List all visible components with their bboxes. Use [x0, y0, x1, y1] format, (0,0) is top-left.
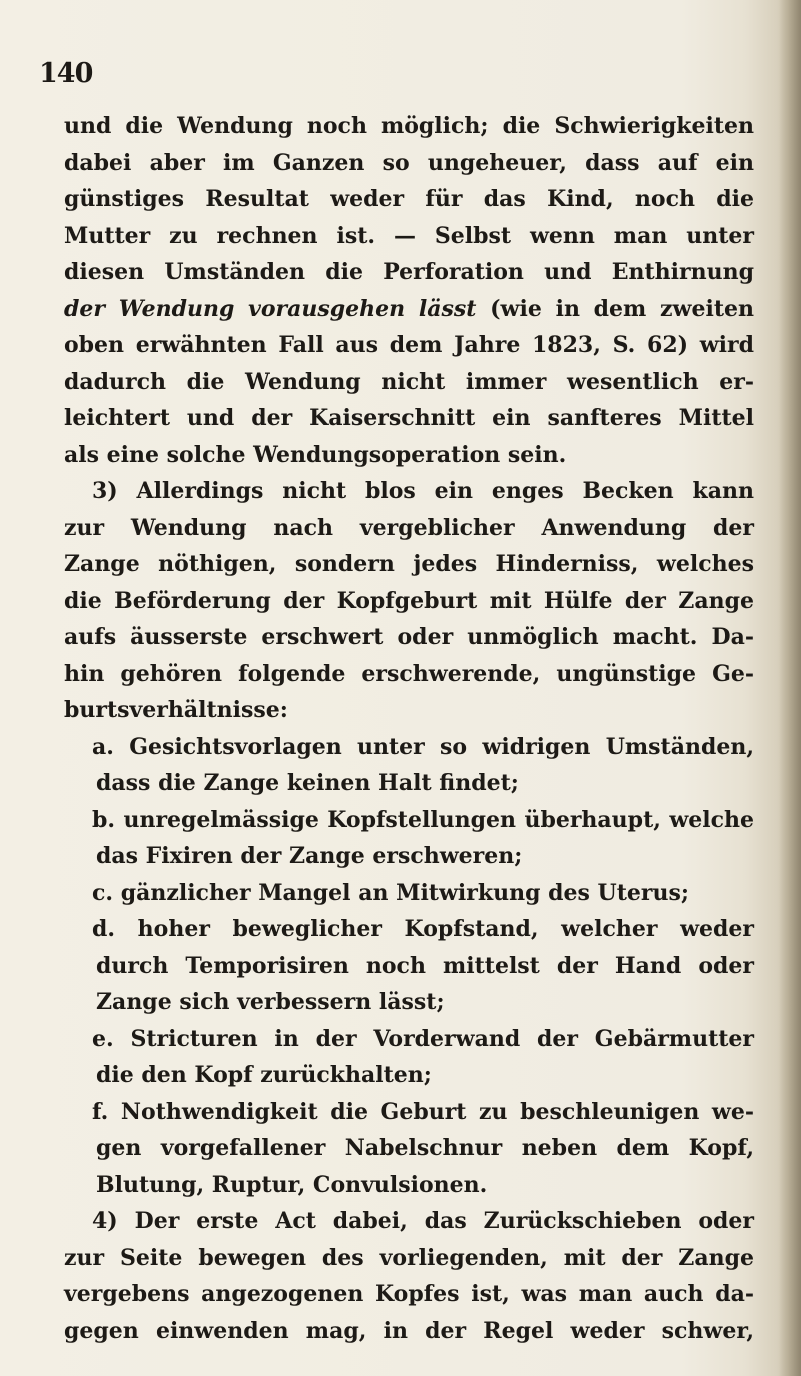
text-line: gegen einwenden mag, in der Regel weder schwer,: [64, 1317, 754, 1344]
text-line: c. gänzlicher Mangel an Mitwirkung des Uterus;: [92, 879, 689, 906]
text-line: die den Kopf zurückhalten;: [96, 1062, 432, 1088]
text-line: Mutter zu rechnen ist. — Selbst wenn man unter: [64, 222, 754, 249]
text-line: Blutung, Ruptur, Convulsionen.: [96, 1171, 488, 1198]
text-line: f. Nothwendigkeit die Geburt zu beschleunigen we-: [92, 1098, 754, 1125]
italic-phrase: der Wendung vorausgehen lässt: [64, 295, 477, 322]
text-line: Zange sich verbessern lässt;: [96, 989, 445, 1015]
page-binding-edge: [779, 0, 801, 1376]
text-line: das Fixiren der Zange erschweren;: [96, 843, 523, 869]
text-line: a. Gesichtsvorlagen unter so widrigen Umständen,: [92, 733, 754, 760]
text-line: aufs äusserste erschwert oder unmöglich macht. Da-: [64, 624, 754, 650]
text-line: leichtert und der Kaiserschnitt ein sanfteres Mittel: [64, 405, 754, 431]
text-line: burtsverhältnisse:: [64, 697, 288, 723]
text-line: b. unregelmässige Kopfstellungen überhaupt, welche: [92, 806, 754, 833]
text-line: 3) Allerdings nicht blos ein enges Becken kann: [92, 478, 754, 504]
text-line: gen vorgefallener Nabelschnur neben dem Kopf,: [96, 1135, 754, 1161]
text-line: zur Seite bewegen des vorliegenden, mit der Zange: [64, 1244, 754, 1271]
text-line: zur Wendung nach vergeblicher Anwendung der: [64, 514, 754, 541]
text-line: vergebens angezogenen Kopfes ist, was man auch da-: [64, 1281, 754, 1307]
page-number: 140: [39, 58, 93, 89]
text-line: d. hoher beweglicher Kopfstand, welcher weder: [92, 916, 754, 942]
text-line: dass die Zange keinen Halt findet;: [96, 770, 519, 796]
text-line: dabei aber im Ganzen so ungeheuer, dass auf ein: [64, 149, 754, 176]
text-line: dadurch die Wendung nicht immer wesentlich er-: [64, 368, 754, 395]
text-line: und die Wendung noch möglich; die Schwierigkeiten: [64, 113, 754, 139]
text-line: hin gehören folgende erschwerende, ungünstige Ge-: [64, 660, 754, 687]
text-line: als eine solche Wendungsoperation sein.: [64, 441, 567, 468]
text-line: oben erwähnten Fall aus dem Jahre 1823, S. 62) wird: [64, 332, 754, 358]
body-text: [64, 108, 754, 1349]
text-line: durch Temporisiren noch mittelst der Hand oder: [96, 952, 754, 979]
text-line: e. Stricturen in der Vorderwand der Gebärmutter: [92, 1025, 754, 1052]
text-line: diesen Umständen die Perforation und Enthirnung: [64, 259, 754, 285]
text-line: 4) Der erste Act dabei, das Zurückschieben oder: [92, 1208, 754, 1234]
text-line: günstiges Resultat weder für das Kind, noch die: [64, 186, 754, 212]
text-line: der Wendung vorausgehen lässt (wie in dem zweiten: [64, 295, 754, 322]
text-line: die Beförderung der Kopfgeburt mit Hülfe der Zange: [64, 587, 754, 614]
text-line: Zange nöthigen, sondern jedes Hinderniss, welches: [64, 551, 754, 577]
